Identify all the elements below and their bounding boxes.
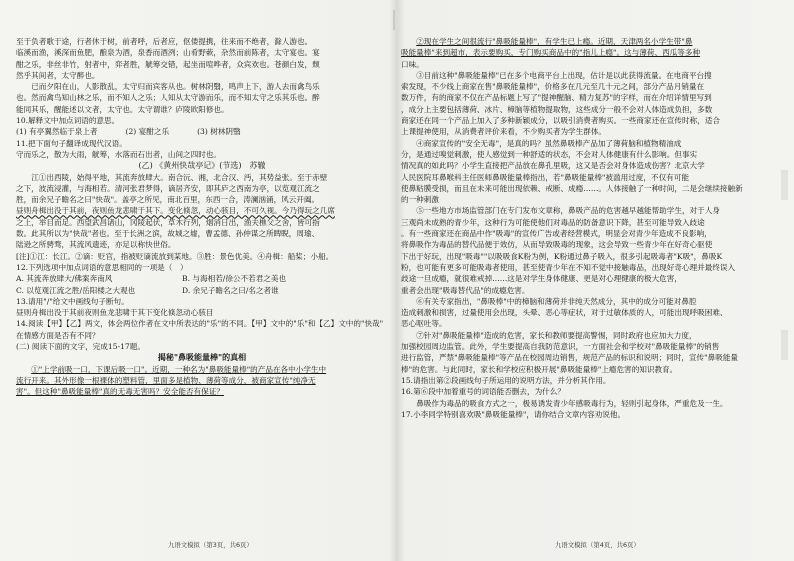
- article-line: 恶心呕吐等。: [401, 319, 447, 329]
- question-10-items: [16, 126, 388, 137]
- article-line: 口味。: [401, 59, 424, 69]
- passage-b-line: 江①出西陵，始得平地，其流奔放肆大。南合沅、湘，北合汉、沔，其势益张。至于赤壁: [31, 172, 328, 182]
- article-line: ①"上学前吸一口，下课后吸一口"。近期，一种名为"鼻吸能量棒"的产品在各中小学生中: [31, 364, 327, 374]
- article-line: 。有一些商家还在商品中作"吸毒"的宣传广告或者经营模式，明显会对青少年造成不良影响，: [401, 229, 712, 239]
- article-line: 使鼻粘膜受损，而且在未来可能出现依赖、戒断、成瘾……。人体接触了一种时间，二是会继续接触新: [401, 183, 743, 193]
- article-title: 揭秘"鼻吸能量棒"的真相: [157, 352, 247, 363]
- article-line: 造成刺激和损害，过量使用会出现，头晕、恶心等症状，对于过敏体质的人，可能出现呼吸困难、: [401, 308, 728, 318]
- q12-options-row-2: [16, 285, 388, 296]
- q10-item: (1) 有亭翼然临于泉上者: [16, 127, 98, 137]
- article-line: 加强校园周边监管。此外，学生要提高自我防范意识，一方面社会和学校对"鼻吸能量棒"的销售: [401, 342, 720, 352]
- question-12: 12.下列选项中加点词语的意思相同的一项是（ ）: [16, 262, 188, 272]
- article-line: 粉，也可能有更多可能吸毒者使用，甚至使青少年在不知不觉中接触毒品，出现好奇心理并最终误入: [401, 262, 736, 272]
- article-line: ，成分上主要包括薄荷、冰片、樟脑等植物提取物，这些成分一般不会对人体造成负担，多数: [401, 104, 713, 114]
- passage-line: 然乎其间者，太守醉也。: [16, 70, 100, 80]
- question-14-cont: 在情感方面是否有不同？: [16, 330, 100, 340]
- passage-b-underlined-line: 昼则舟楫出没于其前，夜则鱼龙悲啸于其下。变化倏忽，动心骇目，不可久视。今乃得玩之几席: [16, 206, 335, 216]
- passage-line: 酣之乐，非丝非竹，射者中，弈者胜，觥筹交错，起坐而喧哗者，众宾欢也。苍颜白发，颓: [16, 59, 320, 69]
- q12-option-d: D. 余兄子瞻名之曰/名之者谁: [182, 285, 279, 295]
- q16-sentence: 鼻吸作为毒品的吸食方式之一，极易诱发青少年感吸毒行为，轻则引起身体，严重危及一生。: [416, 398, 728, 408]
- passage-b-line: 胜，而余兄子瞻名之曰"快哉"。盖亭之所见，南北百里，东西一合，涛澜汹涌，风云开阖。: [16, 195, 320, 205]
- article-line: 索发现，不少线上商家在售"鼻吸能量棒"，价格多在几元至几十元之间，部分产品月销量在: [401, 82, 705, 92]
- question-10: 10.解释文中加点词语的意思。: [16, 116, 120, 126]
- article-line: 歧途一旦成瘾，就很难戒掉……这是对学生身体健康、更是对心理健康的极大危害，: [401, 274, 682, 284]
- passage-b-line: 之上，举目而足。西望武昌诸山，冈陵起伏，草木行列，烟消日出，渔夫樵父之舍，皆可指: [16, 217, 320, 227]
- passage-line: 能同其乐，醒能述以文者，太守也。太守谓谁？庐陵欧阳修也。: [16, 104, 229, 114]
- question-13: 13.请用"/"给文中画线句子断句。: [16, 296, 129, 306]
- passage-b-line: 陆逊之所骋骛，其流风遗迹，亦足以称快世俗。: [16, 240, 176, 250]
- q10-item: (2) 宴酣之乐: [125, 127, 170, 137]
- article-line: 进行监管，严禁"鼻吸能量棒"等产品在校园周边销售，规范产品的标识和说明；同时，宣传"鼻吸能量: [401, 353, 739, 363]
- article-line: ⑥有关专家指出，"鼻吸棒"中的樟脑和薄荷并非纯天然成分，其中的成分可能对鼻腔: [416, 296, 697, 306]
- article-line: ②现在学生之间很流行"鼻吸能量棒"，有学生已上瘾。近期，天津两名小学生带"鼻: [416, 37, 693, 46]
- page-footer-right: 九语文模拟（第4页，共6页）: [555, 541, 640, 549]
- article-line: ⑤一些地方市场监管部门在专门发布文章称，鼻吸产品的危害越早越能帮助学生，对于人身: [416, 206, 720, 216]
- q13-sentence: 昼则舟楫出没于其前夜则鱼龙悲啸于其下变化倏忽动心骇目: [16, 308, 214, 318]
- passage-line: 临溪而渔，溪深而鱼肥，酿泉为酒，泉香而酒洌；山肴野蔌，杂然而前陈者，太守宴也。宴: [16, 48, 320, 58]
- article-line: 棒"的危害。与此同时，家长和学校应积极开展"鼻吸能量棒"上瘾危害的知识教育。: [401, 364, 678, 374]
- article-line: 下出于好玩，出现"吸毒""以吸吸食K粉为例，K粉通过鼻子吸入，很多引起吸毒者"K吸"，鼻吸K: [401, 251, 723, 261]
- passage-line: 已而夕阳在山，人影散乱，太守归而宾客从也。树林阴翳，鸣声上下，游人去而禽鸟乐: [31, 82, 320, 92]
- article-line: ⑦针对"鼻吸能量棒"造成的危害，家长和教师要提高警惕，同时政府也应加大力度，: [416, 330, 697, 340]
- article-line: 情况真的如此吗？小学生直接把产品放在鼻孔里吸，这又是否会对身体造成伤害？北京大学: [401, 161, 705, 171]
- passage-line: 至于负者歌于途，行者休于树，前者呼，后者应，伛偻提携，往来而不绝者，滁人游也。: [16, 37, 313, 46]
- passage-b-line: 数。此其所以为"快哉"者也。至于长洲之滨，故城之墟，曹孟德、孙仲谋之所睥睨，周瑜、: [16, 229, 320, 239]
- question-14: 14.阅读【甲】【乙】两文，体会两位作者在文中所表达的"乐"的不同。【甲】文中的"乐"和【乙】文中的"快哉": [16, 319, 384, 329]
- q12-option-b: B. 与海相若/徐公不若君之美也: [182, 274, 287, 284]
- question-17: 17.小李同学特别喜欢吸"鼻吸能量棒"，请你结合文章内容劝说他。: [401, 409, 626, 419]
- question-11: 11.把下面句子翻译成现代汉语。: [16, 138, 127, 148]
- article-line: 三观尚未成熟的青少年，这种行为可能使他们对毒品的防备意识下降，甚至可能导致入歧途: [401, 217, 705, 227]
- article-line: 流行开来。其外形像一根裸体的塑料管，里面多是植物、薄荷等成分，被商家宣传"纯净无: [16, 375, 316, 385]
- article-line: 上课提神使用，从消费者评价来看，不少购买者为学生群体。: [401, 127, 607, 137]
- section-heading: (二) 阅读下面的文字，完成15-17题。: [16, 342, 145, 352]
- q11-sentence: 守而乐之，散为大雨，觥筹，水落而石出者，山间之四时也。: [16, 149, 222, 159]
- article-line: ③目前这种"鼻吸能量棒"已在多个电商平台上出现，估计是以此获得流量。在电商平台搜: [416, 70, 712, 80]
- question-15: 15.请指出第②段画线句子所运用的说明方法，并分析其作用。: [401, 375, 611, 385]
- article-line: 数万件，有的商家不仅在产品标题上写了"提神醒脑、精力复苏"的字样，而在介绍详情里写到: [401, 93, 712, 103]
- q12-option-c: C. 以览观江流之胜/岳阳楼之大观也: [16, 285, 136, 295]
- article-line: 人民医院耳鼻喉科主任医师鼻吸能量棒指出，若"鼻吸能量棒"被滥用过度，不仅有可能: [401, 172, 689, 182]
- fold-mark: [393, 10, 395, 30]
- article-line: 重者会出现"吸毒替代品"的成瘾危害。: [401, 285, 530, 295]
- q12-option-a: A. 其流奔放肆大/佛案奔南风: [16, 274, 113, 284]
- passage-b-title: (乙) 《黄州快哉亭记》(节选) 苏辙: [138, 161, 266, 171]
- binding-margin-mark: [781, 170, 788, 200]
- passage-b-line: 之下，波流浸灌，与海相若。清河张君梦得，谪居齐安，即其庐之西南为亭，以览观江流之: [16, 183, 320, 193]
- binding-margin-mark: [781, 330, 788, 360]
- article-line: 商家还在同一个产品上加入了多种新颖成分，以吸引消费者购买。一些商家还在宣传时称，适合: [401, 116, 720, 126]
- article-line: ④商家宣传的"安全无毒"，是真的吗？虽然鼻吸棒产品加了薄荷脑和植物精油成: [416, 138, 682, 148]
- article-line: 分，是通过嗅觉刺激，使人感觉到一种舒适的状态，不会对人体健康有什么影响。但事实: [401, 149, 698, 159]
- article-line: 吸能量棒"来到超市，表示要购买，专门购买商品中的"指儿上瘾"。这与薄荷、西瓜等多种: [401, 48, 701, 58]
- q10-item: (3) 树林阴翳: [197, 127, 241, 137]
- notes: [注]①江：长江。②谪：贬官，指被贬谪流放到某地。③胜：景色优美。④舟楫：船桨；小船。: [16, 251, 334, 261]
- right-page: [401, 36, 779, 526]
- article-line: 害"。但这种"鼻吸能量棒"真的无毒无害吗？安全能否有保证？: [16, 387, 224, 397]
- article-line: 的一种刺激: [401, 195, 439, 205]
- page-footer-left: 九语文模拟（第3页，共6页）: [168, 541, 253, 549]
- question-16: 16.第⑥段中加着重号的词语能否删去，为什么？: [401, 387, 565, 397]
- q12-options-row-1: [16, 273, 388, 284]
- article-line: 将鼻吸作为毒品的替代品便于效仿，从而导致吸毒的现象，这会导致一些青少年在好奇心驱使: [401, 240, 713, 250]
- left-page: [16, 36, 388, 526]
- passage-line: 也。然而禽鸟知山林之乐，而不知人之乐；人知从太守游而乐，而不知太守之乐其乐也。醉: [16, 93, 320, 103]
